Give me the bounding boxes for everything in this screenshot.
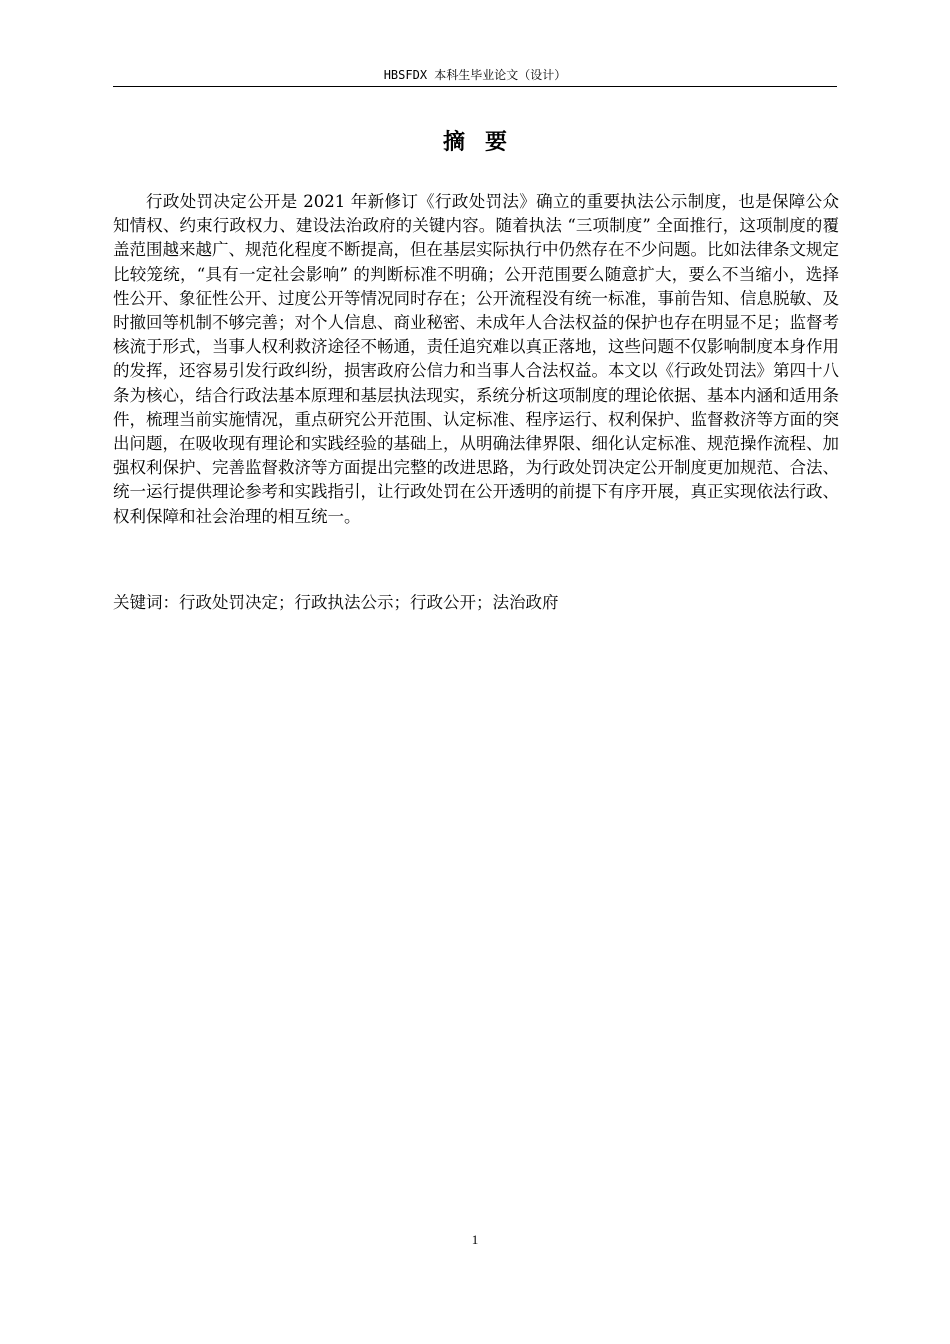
running-header-title: HBSFDX 本科生毕业论文（设计） — [383, 68, 567, 82]
keywords-line: 关键词：行政处罚决定；行政执法公示；行政公开；法治政府 — [113, 593, 559, 612]
page-number: 1 — [471, 1232, 479, 1247]
running-header — [113, 66, 837, 87]
abstract-body: 行政处罚决定公开是 2021 年新修订《行政处罚法》确立的重要执法公示制度，也是保障公众知情权、约束行政权力、建设法治政府的关键内容。随着执法 “三项制度” 全面推行，这项制度的覆盖范围越来越广、规范化程度不断提高，但在基层实际执行中仍然存在不少问题。比如法律条文规定比较笼统，“具有一定社会影响” 的判断标准不明确；公开范围要么随意扩大，要么不当缩小，选择性公开、象征性公开、过度公开等情况同时存在；公开流程没有统一标准，事前告知、信息脱敏、及时撤回等机制不够完善；对个人信息、商业秘密、未成年人合法权益的保护也存在明显不足；监督考核流于形式，当事人权利救济途径不畅通，责任追究难以真正落地，这些问题不仅影响制度本身作用的发挥，还容易引发行政纠纷，损害政府公信力和当事人合法权益。本文以《行政处罚法》第四十八条为核心，结合行政法基本原理和基层执法现实，系统分析这项制度的理论依据、基本内涵和适用条件，梳理当前实施情况，重点研究公开范围、认定标准、程序运行、权利保护、监督救济等方面的突出问题，在吸收现有理论和实践经验的基础上，从明确法律界限、细化认定标准、规范操作流程、加强权利保护、完善监督救济等方面提出完整的改进思路，为行政处罚决定公开制度更加规范、合法、统一运行提供理论参考和实践指引，让行政处罚在公开透明的前提下有序开展，真正实现依法行政、权利保障和社会治理的相互统一。 — [113, 192, 839, 526]
abstract-title: 摘要 — [442, 130, 527, 155]
